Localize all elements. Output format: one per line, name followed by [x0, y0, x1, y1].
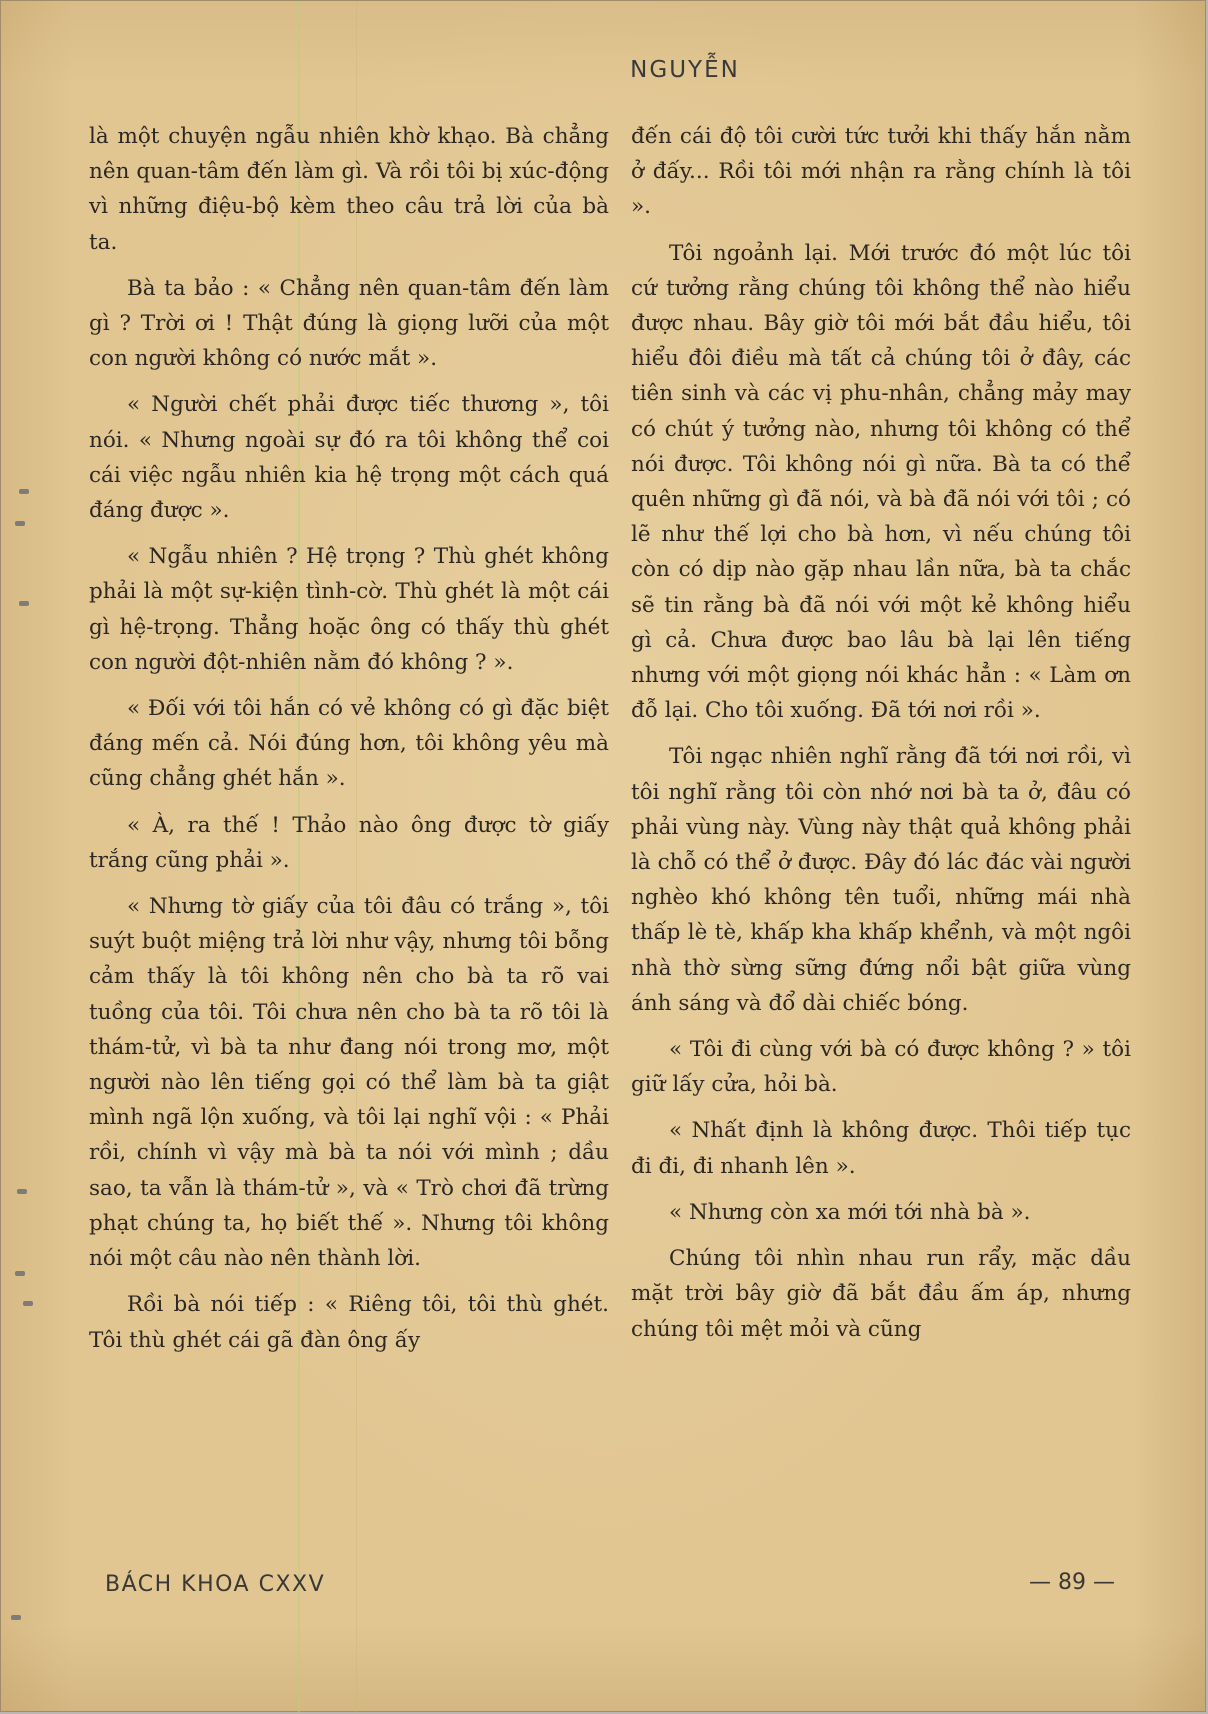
paragraph: « Nhưng tờ giấy của tôi đâu có trắng », tôi suýt buột miệng trả lời như vậy, nhưng tôi bỗng cảm thấy là tôi không nên cho bà ta rõ vai tuồng của tôi. Tôi chưa nên cho bà ta rõ tôi là thám-tử, vì bà ta như đang nói trong mơ, một người nào lên tiếng gọi có thể làm bà ta giật mình ngã lộn xuống, và tôi lại nghĩ vội : « Phải rồi, chính vì vậy mà bà ta nói với mình ; dầu sao, ta vẫn là thám-tử », và « Trò chơi đã trừng phạt chúng ta, họ biết thế ». Nhưng tôi không nói một câu nào nên thành lời.: [89, 894, 609, 1272]
paragraph: là một chuyện ngẫu nhiên khờ khạo. Bà chẳng nên quan-tâm đến làm gì. Và rồi tôi bị xúc-động vì những điệu-bộ kèm theo câu trả lời của bà ta.: [89, 124, 609, 255]
binding-mark: [19, 601, 29, 606]
paragraph: Chúng tôi nhìn nhau run rẩy, mặc dầu mặt trời bây giờ đã bắt đầu ấm áp, nhưng chúng tôi mệt mỏi và cũng: [631, 1246, 1131, 1342]
binding-mark: [17, 1189, 27, 1194]
running-header: [1, 57, 1208, 83]
paragraph: Tôi ngoảnh lại. Mới trước đó một lúc tôi cứ tưởng rằng chúng tôi không thể nào hiểu được nhau. Bây giờ tôi mới bắt đầu hiểu, tôi hiểu đôi điều mà tất cả chúng tôi ở đây, các tiên sinh và các vị phu-nhân, chẳng mảy may có chút ý tưởng nào, nhưng tôi không có thể nói được. Tôi không nói gì nữa. Bà ta có thể quên những gì đã nói, và bà đã nói với tôi ; có lẽ như thế lợi cho bà hơn, vì nếu chúng tôi còn có dịp nào gặp nhau lần nữa, bà ta chắc sẽ tin rằng bà đã nói với một kẻ không hiểu gì cả. Chưa được bao lâu bà lại lên tiếng nhưng với một giọng nói khác hẳn : « Làm ơn đỗ lại. Cho tôi xuống. Đã tới nơi rồi ».: [631, 240, 1131, 724]
header-title: NGUYỄN: [630, 57, 740, 83]
paragraph: « Tôi đi cùng với bà có được không ? » tôi giữ lấy cửa, hỏi bà.: [631, 1037, 1131, 1098]
paragraph: « Nhưng còn xa mới tới nhà bà ».: [669, 1199, 1031, 1225]
paragraph: « Người chết phải được tiếc thương », tôi nói. « Nhưng ngoài sự đó ra tôi không thể coi cái việc ngẫu nhiên kia hệ trọng một cách quá đáng được ».: [89, 392, 609, 524]
left-column: [89, 119, 609, 1539]
binding-mark: [15, 1271, 25, 1276]
binding-mark: [11, 1615, 21, 1620]
paragraph: « Đối với tôi hắn có vẻ không có gì đặc biệt đáng mến cả. Nói đúng hơn, tôi không yêu mà cũng chẳng ghét hắn ».: [89, 696, 609, 792]
paragraph: Tôi ngạc nhiên nghĩ rằng đã tới nơi rồi, vì tôi nghĩ rằng tôi còn nhớ nơi bà ta ở, đâu có phải vùng này. Vùng này thật quả không phải là chỗ có thể ở được. Đây đó lác đác vài người nghèo khó không tên tuổi, những mái nhà thấp lè tè, khấp kha khấp khểnh, và một ngôi nhà thờ sừng sững đứng nổi bật giữa vùng ánh sáng và đổ dài chiếc bóng.: [631, 744, 1131, 1016]
page-number: — 89 —: [1029, 1570, 1115, 1595]
paragraph: « Nhất định là không được. Thôi tiếp tục đi đi, đi nhanh lên ».: [631, 1118, 1131, 1179]
paragraph: đến cái độ tôi cười tức tưởi khi thấy hắn nằm ở đấy... Rồi tôi mới nhận ra rằng chính là tôi ».: [631, 124, 1131, 220]
paragraph: « Ngẫu nhiên ? Hệ trọng ? Thù ghét không phải là một sự-kiện tình-cờ. Thù ghét là một cái gì hệ-trọng. Thẳng hoặc ông có thấy thù ghét con người đột-nhiên nằm đó không ? ».: [89, 544, 609, 675]
right-column: [631, 119, 1131, 1539]
magazine-footer: BÁCH KHOA CXXV: [105, 1572, 326, 1597]
binding-mark: [15, 521, 25, 526]
paragraph: Rồi bà nói tiếp : « Riêng tôi, tôi thù ghét. Tôi thù ghét cái gã đàn ông ấy: [89, 1292, 609, 1353]
paragraph: Bà ta bảo : « Chẳng nên quan-tâm đến làm gì ? Trời ơi ! Thật đúng là giọng lưỡi của một con người không có nước mắt ».: [89, 275, 609, 372]
binding-mark: [19, 489, 29, 494]
binding-mark: [23, 1301, 33, 1306]
paragraph: « À, ra thế ! Thảo nào ông được tờ giấy trắng cũng phải ».: [89, 812, 609, 873]
